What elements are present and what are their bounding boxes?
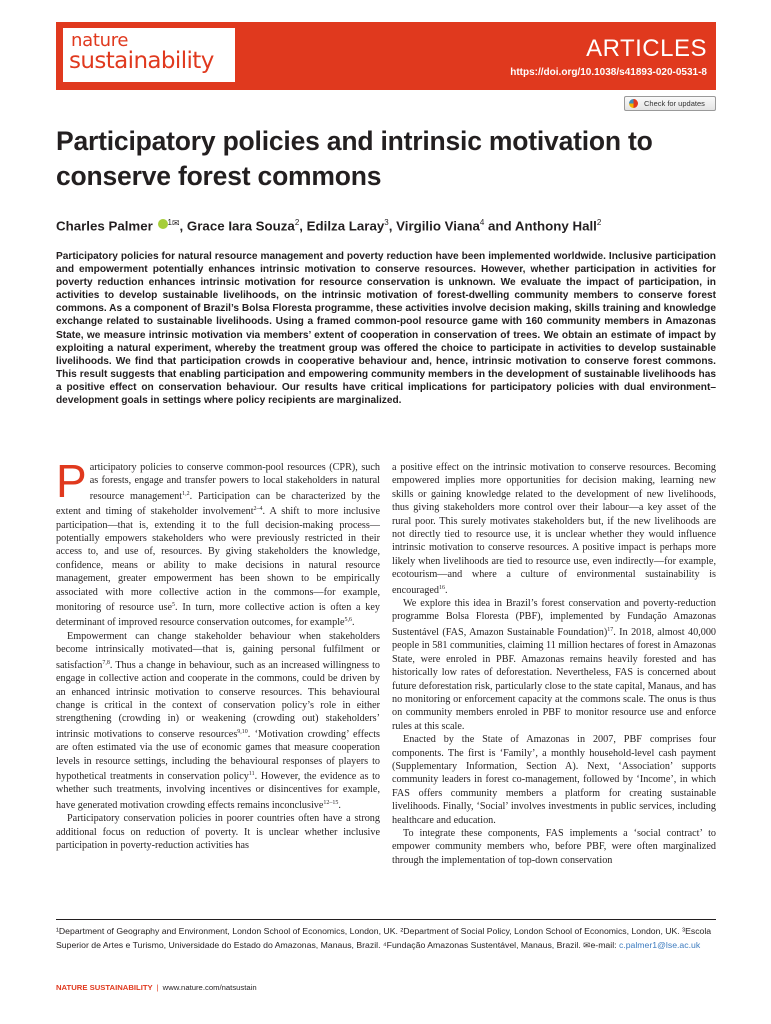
crossmark-icon	[629, 99, 638, 108]
body-paragraph: a positive effect on the intrinsic motivation to conserve resources. Becoming empowered implies more opportunities for decision making, learning new skills or gaining knowledge related to the development of new livelihoods, thus giving stakeholders more control over their labour—a key asset of the rural poor. This surely motivates stakeholders but, if the new livelihoods are not directly tied to resource use, it is unclear whether they would influence intrinsic motivation to conserve resources. A positive impact is perhaps more likely when livelihoods are tied to resource use, even indirectly—for example, ecotourism—and where a culture of environmental sustainability is encouraged$^{16}$.	[392, 462, 716, 596]
article-title: Participatory policies and intrinsic motivation to conserve forest commons	[56, 126, 653, 191]
body-column-left	[56, 455, 381, 852]
citation-ref[interactable]: 2–4	[253, 506, 263, 513]
footer-journal: NATURE SUSTAINABILITY	[56, 983, 153, 992]
author-name[interactable]: , Grace Iara Souza	[179, 218, 295, 234]
footer-separator: |	[156, 983, 159, 992]
citation-ref[interactable]: 16	[438, 584, 445, 591]
body-column-right	[392, 461, 716, 867]
citation-ref[interactable]: 9,10	[237, 728, 248, 735]
affiliations: ¹Department of Geography and Environment, London School of Economics, London, UK. ²Department of Social Policy, London School of Economics, London, UK. ³Escola Superior de Artes e Turismo, Universidade do Estado do Amazonas, Manaus, Brazil. ⁴Fundação Amazonas Sustentável, Manaus, Brazil. ✉e-mail: c.palmer1@lse.ac.uk	[56, 926, 712, 950]
check-updates-label: Check for updates	[644, 99, 705, 108]
citation-ref[interactable]: 17	[607, 626, 614, 633]
author-list	[56, 218, 716, 233]
footnote-divider	[56, 919, 716, 920]
mail-icon[interactable]: ✉	[171, 218, 180, 229]
orcid-icon[interactable]	[158, 219, 168, 229]
body-paragraph: Empowerment can change stakeholder behaviour when stakeholders become intrinsically motivated—that is, gaining personal fulfilment or satisfaction$^{7,8}$. Thus a change in behaviour, such as an increased willingness to engage in collective action and cooperate in the commons, could be driven by an enhanced intrinsic motivation to conserve resources. This behavioural change is critical in the context of conservation policy’s role in either strengthening (crowding in) or weakening (crowding out) stakeholders’ intrinsic motivations to conserve resources$^{9,10}$. ‘Motivation crowding’ effects are often estimated via the use of economic games that measure cooperation levels in resource settings, including the behavioural responses of players to hypothetical treatments in conservation policy$^{11}$. However, the evidence as to whether such treatments, involving incentives or disincentives for example, have generated motivation crowding effects remains inconclusive$^{12-15}$.	[56, 630, 380, 811]
body-paragraph: To integrate these components, FAS implements a ‘social contract’ to empower community members who, before PBF, were often marginalized through the implementation of top-down conservation	[392, 827, 716, 866]
body-paragraph: Participatory conservation policies in poorer countries often have a strong additional focus on reduction of poverty. It is unclear whether inclusive participation in poverty-reduction activities has	[56, 813, 380, 851]
abstract: Participatory policies for natural resource management and poverty reduction have been implemented worldwide. Inclusive participation and empowerment potentially enhances intrinsic motivation to conserve resources. However, whether participation in activities for poverty reduction enhances intrinsic motivation for resource conservation is unknown. We evaluate the impact of participation, in activities to develop sustainable livelihoods, on the intrinsic motivation of forest-dwelling community members to conserve forest commons. As a component of Brazil’s Bolsa Floresta programme, these activities involve decision making, skills training and knowledge exchange related to sustainable livelihoods. Using a framed common-pool resource game with 160 community members in Amazonas State, we measure intrinsic motivation via members’ extent of cooperation in conservation of trees. We obtain an estimate of impact by exploiting a natural experiment, whereby the treatment group was offered the choice to participate in activities to develop sustainable livelihoods. We find that participation crowds in cooperative behaviour and, hence, intrinsic motivation to conserve forest commons. This result suggests that enabling participation and empowering community members in the development of sustainable livelihoods has a positive effect on conservation behaviour. Our results have critical implications for participatory policies with dual environment–development goals in settings where policy recipients are marginalized.	[56, 251, 716, 407]
affiliation-ref: 3	[384, 218, 389, 227]
body-paragraph: We explore this idea in Brazil’s forest conservation and poverty-reduction programme Bolsa Floresta (PBF), implemented by Fundação Amazonas Sustentável (FAS, Amazon Sustainable Foundation)$^{17}$. In 2018, almost 40,000 people in 581 communities, claiming 11 million hectares of forest in Amazonas State, were enroled in PBF. Amazonas remains heavily forested and has historically low rates of deforestation. Nevertheless, FAS is concerned about future deforestation risk, particularly close to the state capital, Manaus, and has no monitoring or enforcement capacity at the commons scale. The onus is thus on community members enroled in PBF to monitor resource use and enforce rules at this scale.	[392, 598, 717, 732]
citation-ref[interactable]: 7,8	[102, 659, 110, 666]
citation-ref[interactable]: 11	[248, 770, 255, 777]
affiliation-ref: 2	[596, 218, 602, 227]
doi-link[interactable]: https://doi.org/10.1038/s41893-020-0531-8	[510, 67, 707, 78]
affiliation-ref: 2	[294, 218, 300, 227]
citation-ref[interactable]: 5	[172, 602, 176, 609]
drop-cap: P	[56, 455, 87, 507]
author-name[interactable]: Charles Palmer	[56, 218, 153, 234]
author-name[interactable]: , Edilza Laray	[299, 218, 385, 234]
author-name[interactable]: and Anthony Hall	[484, 218, 597, 234]
body-paragraph: Participatory policies to conserve common-pool resources (CPR), such as forests, engage and transfer powers to local stakeholders in natural resource management$^{1,2}$. Participation can be characterized by the extent and timing of stakeholder involvement$^{2-4}$. A shift to more inclusive participation—that is, extending it to the full decision-making process—potentially empowers stakeholders who were previously restricted in their access to, and use of, resources. By giving stakeholders the knowledge, confidence, means or ability to make decisions in natural resource management, greater empowerment has been shown to be empirically associated with more collective action in the commons—for example, monitoring of resource use$^5$. In turn, more collective action is often a key determinant of improved resource conservation outcomes, for example$^{5,6}$.	[56, 455, 381, 629]
logo-sustainability: sustainability	[69, 48, 214, 74]
email-link[interactable]: c.palmer1@lse.ac.uk	[618, 940, 701, 950]
citation-ref[interactable]: 12–15	[323, 799, 339, 806]
affiliation-ref: 1	[167, 218, 172, 227]
section-label: ARTICLES	[586, 35, 707, 62]
affiliation-ref: 4	[479, 218, 485, 227]
logo-nature: nature	[71, 30, 129, 51]
citation-ref[interactable]: 5,6	[344, 617, 353, 624]
check-updates-button[interactable]	[624, 96, 716, 111]
page-footer	[56, 983, 257, 992]
author-name[interactable]: , Virgilio Viana	[388, 218, 480, 234]
citation-ref[interactable]: 1,2	[182, 490, 190, 497]
footer-url[interactable]: www.nature.com/natsustain	[162, 983, 257, 992]
body-paragraph: Enacted by the State of Amazonas in 2007, PBF comprises four components. The first is ‘Family’, a monthly household-level cash payment (Supplementary Information, Section A). Next, ‘Association’ supports community leaders in forest co-management, followed by ‘Income’, in which FAS offers community members a platform for creating sustainable livelihoods. Finally, ‘Social’ involves investments in public services, including healthcare and education.	[392, 734, 716, 826]
journal-logo[interactable]	[63, 28, 235, 82]
